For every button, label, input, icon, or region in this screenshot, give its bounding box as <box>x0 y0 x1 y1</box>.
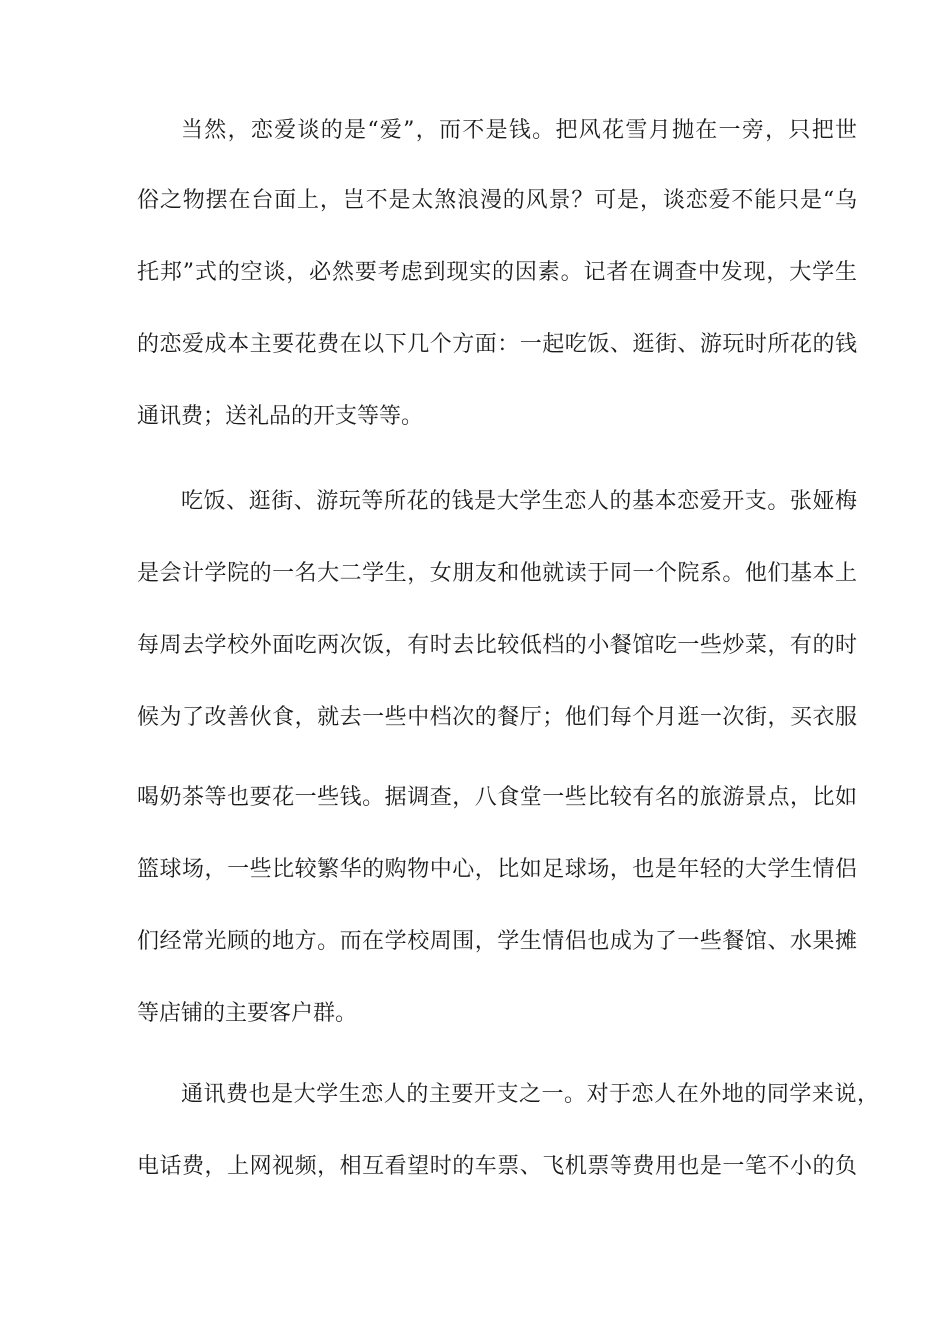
paragraph-1-line-5: 通讯费；送礼品的开支等等。 <box>137 404 424 429</box>
paragraph-3-line-2: 电话费，上网视频，相互看望时的车票、飞机票等费用也是一笔不小的负 <box>137 1154 857 1179</box>
paragraph-1-line-3: 托邦”式的空谈，必然要考虑到现实的因素。记者在调查中发现，大学生 <box>137 260 857 285</box>
paragraph-2-line-5: 喝奶茶等也要花一些钱。据调查，八食堂一些比较有名的旅游景点，比如 <box>137 785 857 810</box>
paragraph-1-line-2: 俗之物摆在台面上，岂不是太煞浪漫的风景？可是，谈恋爱不能只是“乌 <box>137 188 857 213</box>
paragraph-2-line-8: 等店铺的主要客户群。 <box>137 1001 358 1026</box>
paragraph-2-line-6: 篮球场，一些比较繁华的购物中心，比如足球场，也是年轻的大学生情侣 <box>137 857 857 882</box>
paragraph-2-line-7: 们经常光顾的地方。而在学校周围，学生情侣也成为了一些餐馆、水果摊 <box>137 929 857 954</box>
paragraph-1-line-1: 当然，恋爱谈的是“爱”，而不是钱。把风花雪月抛在一旁，只把世 <box>181 118 857 143</box>
paragraph-1-line-4: 的恋爱成本主要花费在以下几个方面：一起吃饭、逛街、游玩时所花的钱 <box>137 332 857 357</box>
paragraph-3-line-1: 通讯费也是大学生恋人的主要开支之一。对于恋人在外地的同学来说， <box>181 1082 879 1107</box>
paragraph-2-line-1: 吃饭、逛街、游玩等所花的钱是大学生恋人的基本恋爱开支。张娅梅 <box>181 489 857 514</box>
paragraph-2-line-4: 候为了改善伙食，就去一些中档次的餐厅；他们每个月逛一次街，买衣服 <box>137 705 857 730</box>
paragraph-2-line-2: 是会计学院的一名大二学生，女朋友和他就读于同一个院系。他们基本上 <box>137 561 857 586</box>
paragraph-2-line-3: 每周去学校外面吃两次饭，有时去比较低档的小餐馆吃一些炒菜，有的时 <box>137 633 857 658</box>
